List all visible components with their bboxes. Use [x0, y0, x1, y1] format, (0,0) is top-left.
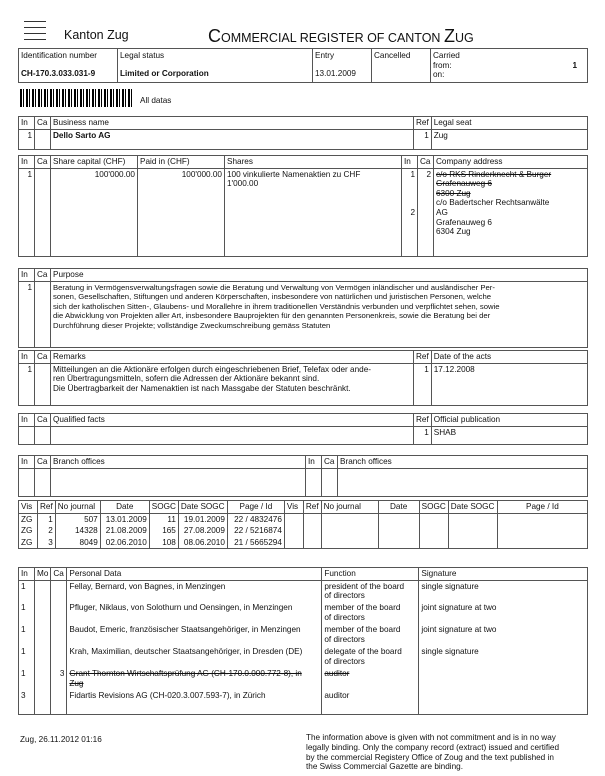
col-page-id: Page / Id	[227, 501, 284, 514]
entry-label: Entry	[315, 51, 335, 60]
col-ca: Ca	[51, 568, 67, 581]
paid-in: 100'000.00	[138, 168, 225, 256]
col-purpose: Purpose	[51, 269, 588, 282]
journal-page-id: 21 / 5665294	[227, 537, 284, 549]
col-ref: Ref	[414, 117, 432, 130]
col-sogc: SOGC	[149, 501, 178, 514]
company-address	[434, 168, 588, 256]
col-official-pub: Official publication	[431, 414, 587, 427]
person-row	[19, 580, 588, 602]
remarks-in: 1	[19, 363, 35, 405]
person-signature: single signature	[419, 580, 588, 602]
disclaimer-line: the Swiss Commercial Gazette are binding.	[306, 762, 463, 772]
business-name: Dello Sarto AG	[51, 129, 414, 149]
journal-ref: 1	[38, 513, 56, 525]
person-signature	[419, 690, 588, 714]
disclaimer	[306, 733, 596, 772]
purpose-line: sich der katholischen Sitten-, Glaubens- und Morallehre in ihrem traditionellen Verständnis verbunden und verpflichtet sehen, sowie	[53, 301, 500, 311]
capital-in: 1	[19, 168, 35, 256]
col-company-address: Company address	[434, 156, 588, 169]
col-branch2: Branch offices	[338, 456, 588, 469]
journal-row	[19, 537, 588, 549]
canton-logo	[24, 18, 48, 42]
page-title	[208, 26, 474, 47]
purpose-in: 1	[19, 281, 35, 347]
person-data-2: Zug	[69, 678, 84, 688]
legal-status-label: Legal status	[120, 51, 165, 60]
col-share-capital: Share capital (CHF)	[51, 156, 138, 169]
carried-on: on:	[433, 70, 445, 80]
col-ca: Ca	[35, 156, 51, 169]
col-ca2: Ca	[418, 156, 434, 169]
person-data: Pfluger, Niklaus, von Solothurn und Oensingen, in Menzingen	[67, 602, 322, 624]
col-ca: Ca	[35, 456, 51, 469]
purpose-line: Beratung in Vermögensverwaltungsfragen sowie die Beratung und Verwaltung von Vermögen inländischer und ausländischer Per-	[53, 282, 495, 292]
col-personal-data: Personal Data	[67, 568, 322, 581]
person-signature: joint signature at two	[419, 624, 588, 646]
col-in: In	[19, 568, 35, 581]
col-ca: Ca	[35, 351, 51, 364]
person-in: 1	[19, 580, 35, 602]
journal-date: 02.06.2010	[100, 537, 149, 549]
journal-vis: ZG	[19, 513, 38, 525]
col-in: In	[19, 414, 35, 427]
pub-ref: 1	[414, 426, 432, 444]
person-function-2: of directors	[324, 591, 365, 601]
purpose-line: sonen, Gesellschaften, Stiftungen und anderen Körperschaften, insbesondere von natürlichen und juristischen Personen, welche	[53, 292, 492, 302]
purpose-table	[18, 268, 588, 348]
journal-no: 8049	[55, 537, 100, 549]
legal-seat: Zug	[431, 129, 587, 149]
person-data: Grant Thornton Wirtschaftsprüfung AG (CH-170.0.000.772-8), in	[69, 669, 302, 679]
col-ca: Ca	[35, 414, 51, 427]
col-ref: Ref	[38, 501, 56, 514]
col-vis2: Vis	[284, 501, 303, 514]
person-ca: 3	[51, 668, 67, 690]
title-letter-z: Z	[443, 26, 455, 46]
col-in: In	[19, 351, 35, 364]
person-signature: joint signature at two	[419, 602, 588, 624]
disclaimer-line: The information above is given with not commitment and is in no way	[306, 733, 556, 742]
col-page-id2: Page / Id	[497, 501, 587, 514]
journal-sogc: 108	[149, 537, 178, 549]
person-signature	[419, 668, 588, 690]
shares	[225, 168, 402, 256]
addr2-line1: c/o Badertscher Rechtsanwälte	[436, 198, 550, 208]
person-function-2: of directors	[324, 656, 365, 666]
col-date: Date	[100, 501, 149, 514]
journal-date: 13.01.2009	[100, 513, 149, 525]
col-no-journal2: No journal	[321, 501, 378, 514]
canton-name: Kanton Zug	[64, 28, 129, 42]
person-row	[19, 668, 588, 690]
place-date: Zug, 26.11.2012 01:16	[20, 735, 102, 744]
addr2-line4: 6304 Zug	[436, 227, 471, 237]
person-function: president of the board	[324, 581, 405, 591]
addr2-line2: AG	[436, 207, 448, 217]
person-function-2: of directors	[324, 612, 365, 622]
col-ref2: Ref	[303, 501, 321, 514]
col-function: Function	[322, 568, 419, 581]
person-data: Fellay, Bernard, von Bagnes, in Menzingen	[67, 580, 322, 602]
remarks-line3: Die Übertragbarkeit der Namenaktien ist nach Massgabe der Statuten beschränkt.	[53, 383, 351, 393]
col-business-name: Business name	[51, 117, 414, 130]
person-signature: single signature	[419, 646, 588, 668]
person-function: auditor	[322, 690, 419, 714]
col-ref: Ref	[414, 414, 432, 427]
addr2-line3: Grafenauweg 6	[436, 217, 492, 227]
title-letter-c: C	[208, 26, 221, 46]
person-row	[19, 690, 588, 714]
remarks-text	[51, 363, 414, 405]
col-in: In	[19, 269, 35, 282]
shares-line2: 1'000.00	[227, 179, 259, 189]
person-data: Krah, Maximilian, deutscher Staatsangehöriger, in Dresden (DE)	[67, 646, 322, 668]
cancelled-label: Cancelled	[374, 51, 411, 60]
legal-status-value: Limited or Corporation	[120, 68, 209, 78]
remarks-line2: ren Übertragungsmitteln, sofern die Adressen der Aktionäre bekannt sind.	[53, 374, 320, 384]
remarks-table	[18, 350, 588, 406]
col-in: In	[19, 156, 35, 169]
entry-value: 13.01.2009	[315, 68, 356, 78]
purpose-line: Durchführung dieser Projekte; vollständige Zweckumschreibung gemäss Statuten	[53, 320, 331, 330]
addr1-line2: Grafenauweg 6	[436, 179, 492, 189]
official-publication: SHAB	[431, 426, 587, 444]
col-signature: Signature	[419, 568, 588, 581]
person-function: member of the board	[324, 625, 401, 635]
business-in: 1	[19, 129, 35, 149]
col-ca: Ca	[35, 117, 51, 130]
col-in2: In	[306, 456, 322, 469]
barcode	[20, 89, 132, 107]
addr1-in: 1	[410, 169, 415, 179]
carried-from: from:	[433, 60, 452, 70]
col-in: In	[19, 456, 35, 469]
col-paid-in: Paid in (CHF)	[138, 156, 225, 169]
journal-row	[19, 513, 588, 525]
person-row	[19, 646, 588, 668]
journal-vis: ZG	[19, 525, 38, 537]
person-function: delegate of the board	[324, 647, 402, 657]
journal-date-sogc: 19.01.2009	[178, 513, 227, 525]
journal-date: 21.08.2009	[100, 525, 149, 537]
col-date-sogc2: Date SOGC	[448, 501, 497, 514]
col-sogc2: SOGC	[419, 501, 448, 514]
id-value: CH-170.3.033.031-9	[21, 68, 96, 78]
person-in: 1	[19, 646, 35, 668]
title-part: OMMERCIAL REGISTER OF CANTON	[221, 31, 444, 45]
journal-date-sogc: 27.08.2009	[178, 525, 227, 537]
date-of-acts: 17.12.2008	[431, 363, 587, 405]
addr1-line3: 6300 Zug	[436, 188, 471, 198]
addr1-line1: c/o RKS Rinderknecht & Burger	[436, 169, 552, 179]
person-in: 1	[19, 668, 35, 690]
journal-row	[19, 525, 588, 537]
business-ref: 1	[414, 129, 432, 149]
col-legal-seat: Legal seat	[431, 117, 587, 130]
journal-sogc: 11	[149, 513, 178, 525]
persons-table	[18, 567, 588, 715]
person-data: Fidartis Revisions AG (CH-020.3.007.593-7), in Zürich	[67, 690, 322, 714]
shares-line1: 100 vinkulierte Namenaktien zu CHF	[227, 169, 361, 179]
person-function: auditor	[322, 668, 419, 690]
col-branch: Branch offices	[51, 456, 306, 469]
journal-no: 14328	[55, 525, 100, 537]
ident-table	[18, 48, 588, 83]
col-date2: Date	[378, 501, 419, 514]
col-no-journal: No journal	[55, 501, 100, 514]
journal-page-id: 22 / 4832476	[227, 513, 284, 525]
col-ca: Ca	[35, 269, 51, 282]
journal-sogc: 165	[149, 525, 178, 537]
addr2-in: 2	[410, 208, 415, 218]
col-shares: Shares	[225, 156, 402, 169]
business-table	[18, 116, 588, 150]
person-in: 1	[19, 602, 35, 624]
person-row	[19, 624, 588, 646]
person-in: 1	[19, 624, 35, 646]
person-data: Baudot, Emeric, französischer Staatsangehöriger, in Menzingen	[67, 624, 322, 646]
carried-label: Carried	[433, 51, 460, 60]
barcode-label: All datas	[140, 96, 172, 105]
person-function-2: of directors	[324, 634, 365, 644]
person-in: 3	[19, 690, 35, 714]
remarks-ref: 1	[414, 363, 432, 405]
col-ca2: Ca	[322, 456, 338, 469]
disclaimer-line: legally binding. Only the company record (extract) issued and certified	[306, 742, 560, 752]
remarks-line1: Mitteilungen an die Aktionäre erfolgen durch eingeschriebenen Brief, Telefax oder ande-	[53, 364, 372, 374]
col-in: In	[19, 117, 35, 130]
col-date-sogc: Date SOGC	[178, 501, 227, 514]
journal-table	[18, 500, 588, 549]
journal-date-sogc: 08.06.2010	[178, 537, 227, 549]
col-remarks: Remarks	[51, 351, 414, 364]
col-mo: Mo	[35, 568, 51, 581]
col-qualified: Qualified facts	[51, 414, 414, 427]
col-in2: In	[402, 156, 418, 169]
qualified-table	[18, 413, 588, 445]
journal-vis: ZG	[19, 537, 38, 549]
capital-table	[18, 155, 588, 257]
person-row	[19, 602, 588, 624]
journal-no: 507	[55, 513, 100, 525]
col-ref: Ref	[414, 351, 432, 364]
journal-ref: 3	[38, 537, 56, 549]
person-function: member of the board	[324, 603, 401, 613]
share-capital: 100'000.00	[51, 168, 138, 256]
page-number: 1	[572, 60, 577, 70]
col-date-acts: Date of the acts	[431, 351, 587, 364]
title-part-end: UG	[454, 31, 474, 45]
id-label: Identification number	[21, 51, 98, 60]
journal-page-id: 22 / 5216874	[227, 525, 284, 537]
branch-table	[18, 455, 588, 497]
purpose-line: die Abwicklung von Projekten aller Art, insbesondere Bauprojekten für den genannten Personenkreis, sowie die Beratung bei der	[53, 311, 491, 321]
col-vis: Vis	[19, 501, 38, 514]
purpose-text	[51, 281, 588, 347]
journal-ref: 2	[38, 525, 56, 537]
addr1-ca: 2	[426, 169, 431, 179]
disclaimer-line: by the commercial Registery Office of Zoug and the text published in	[306, 752, 554, 762]
